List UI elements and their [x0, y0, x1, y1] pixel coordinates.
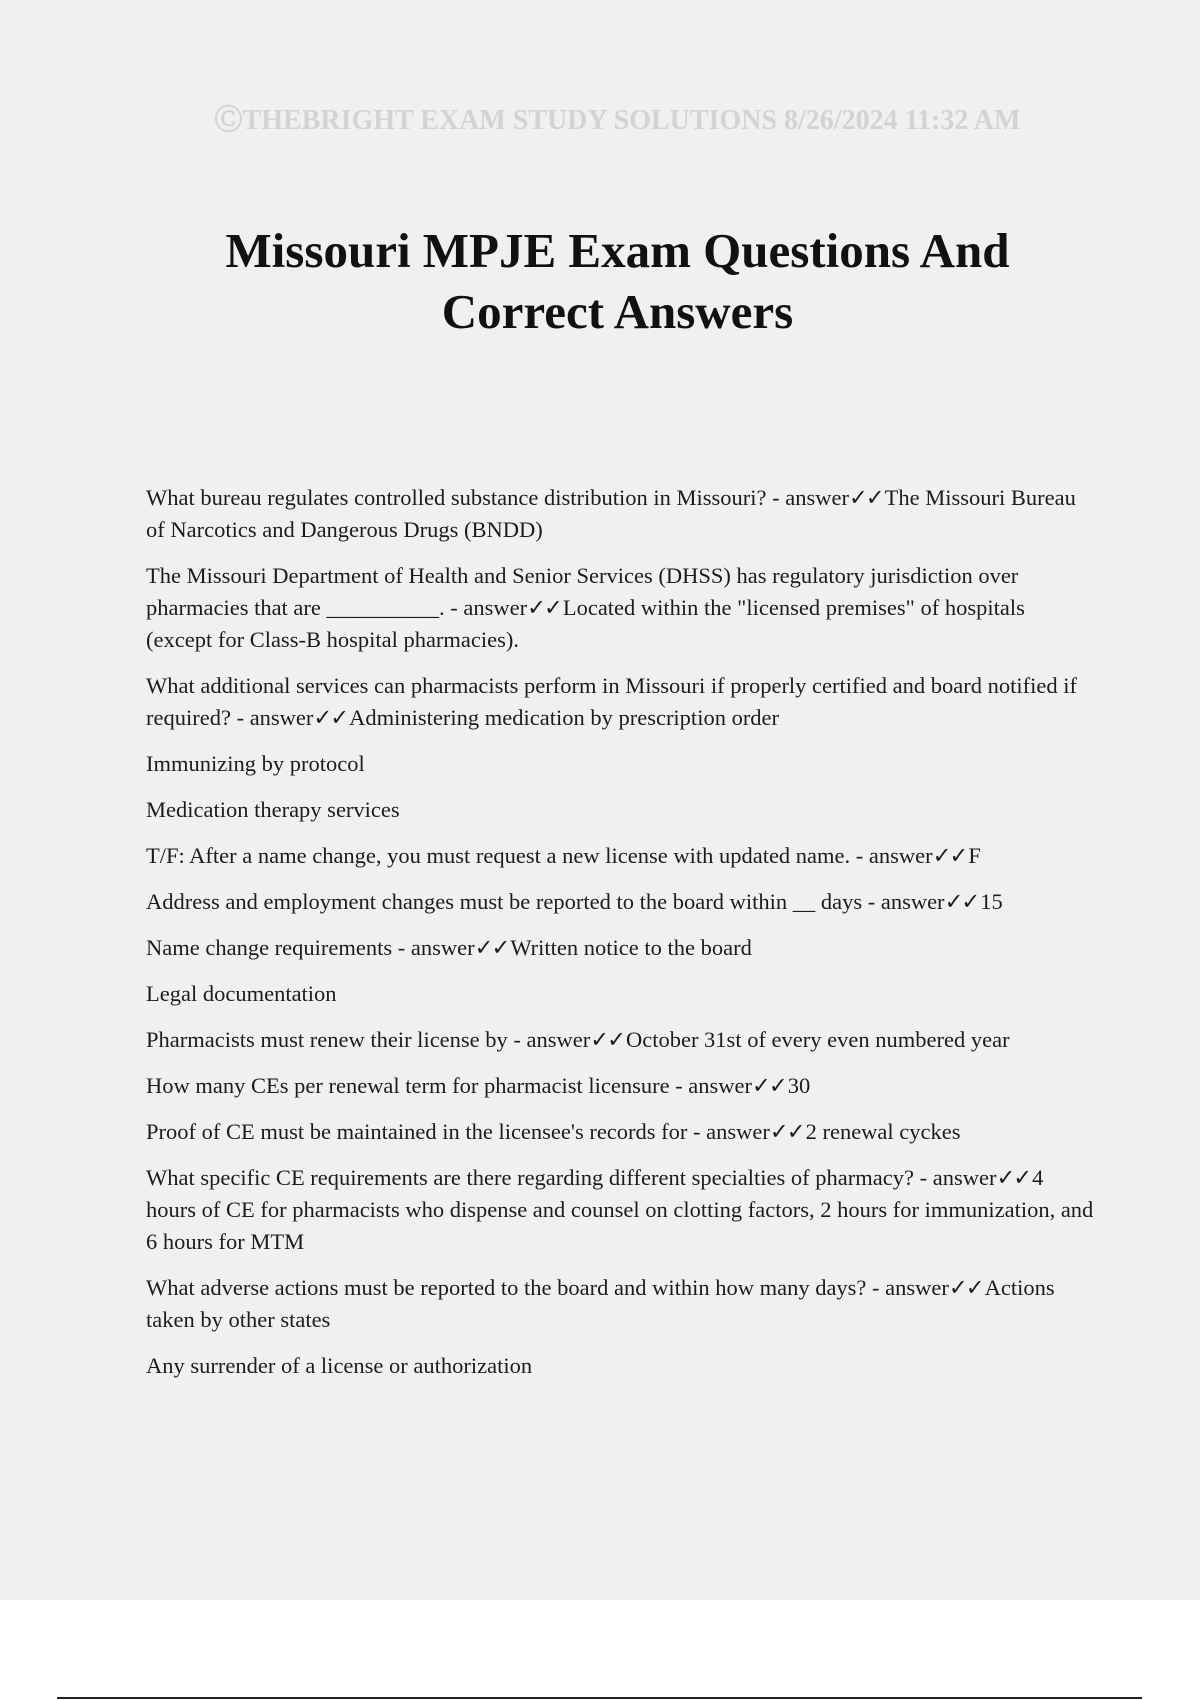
- question-text: What adverse actions must be reported to the board and within how many days? - answer: [146, 1275, 949, 1300]
- bottom-divider: [57, 1697, 1142, 1699]
- qa-item: [146, 794, 1096, 826]
- answer-text: Administering medication by prescription order: [349, 705, 780, 730]
- double-check-icon: ✓✓: [996, 1165, 1031, 1190]
- qa-item: [146, 1350, 1096, 1382]
- question-text: What specific CE requirements are there regarding different specialties of pharmacy? - answer: [146, 1165, 997, 1190]
- qa-item: [146, 1272, 1096, 1336]
- qa-item: [146, 1070, 1096, 1102]
- answer-text: Actions taken by other states: [146, 1275, 1055, 1332]
- question-text: T/F: After a name change, you must request a new license with updated name. - answer: [146, 843, 933, 868]
- answer-text: Medication therapy services: [146, 797, 400, 822]
- answer-text: 2 renewal cyckes: [805, 1119, 961, 1144]
- question-text: Name change requirements - answer: [146, 935, 475, 960]
- double-check-icon: ✓✓: [474, 935, 509, 960]
- answer-text: Legal documentation: [146, 981, 337, 1006]
- double-check-icon: ✓✓: [932, 843, 967, 868]
- answer-text: 30: [787, 1073, 811, 1098]
- answer-text: F: [968, 843, 981, 868]
- question-text: Pharmacists must renew their license by - answer: [146, 1027, 591, 1052]
- qa-item: [146, 840, 1096, 872]
- question-text: What bureau regulates controlled substance distribution in Missouri? - answer: [146, 485, 849, 510]
- qa-item: [146, 978, 1096, 1010]
- question-text: The Missouri Department of Health and Senior Services (DHSS) has regulatory jurisdiction over pharmacies that are __________. - answer: [146, 563, 1019, 620]
- watermark: ⒸTHEBRIGHT EXAM STUDY SOLUTIONS 8/26/2024 11:32 AM: [214, 105, 1021, 136]
- answer-text: Any surrender of a license or authorization: [146, 1353, 533, 1378]
- title-line-1: Missouri MPJE Exam Questions And: [225, 223, 1010, 278]
- double-check-icon: ✓✓: [944, 889, 979, 914]
- answer-text: 15: [980, 889, 1003, 914]
- double-check-icon: ✓✓: [590, 1027, 624, 1052]
- document-title: [0, 220, 1200, 342]
- qa-item: [146, 1024, 1096, 1056]
- double-check-icon: ✓✓: [769, 1119, 804, 1144]
- qa-item: [146, 748, 1096, 780]
- qa-item: [146, 932, 1096, 964]
- qa-item: [146, 560, 1096, 656]
- question-text: Address and employment changes must be reported to the board within __ days - answer: [146, 889, 945, 914]
- title-line-2: Correct Answers: [441, 284, 794, 339]
- double-check-icon: ✓✓: [752, 1073, 786, 1098]
- qa-item: [146, 670, 1096, 734]
- answer-text: 4 hours of CE for pharmacists who dispense and counsel on clotting factors, 2 hours for immunization, and 6 hours for MTM: [146, 1165, 1094, 1254]
- answer-text: Immunizing by protocol: [146, 751, 365, 776]
- answer-text: Written notice to the board: [510, 935, 752, 960]
- qa-item: [146, 482, 1096, 546]
- question-text: How many CEs per renewal term for pharmacist licensure - answer: [146, 1073, 753, 1098]
- double-check-icon: ✓✓: [848, 485, 883, 510]
- double-check-icon: ✓✓: [527, 595, 561, 620]
- double-check-icon: ✓✓: [313, 705, 348, 730]
- qa-item: [146, 886, 1096, 918]
- answer-text: The Missouri Bureau of Narcotics and Dangerous Drugs (BNDD): [146, 485, 1076, 542]
- qa-item: [146, 1162, 1096, 1258]
- answer-text: Located within the "licensed premises" of hospitals (except for Class-B hospital pharmacies).: [146, 595, 1025, 652]
- question-text: Proof of CE must be maintained in the licensee's records for - answer: [146, 1119, 770, 1144]
- answer-text: October 31st of every even numbered year: [625, 1027, 1010, 1052]
- double-check-icon: ✓✓: [948, 1275, 983, 1300]
- question-text: What additional services can pharmacists perform in Missouri if properly certified and board notified if required? - answer: [146, 673, 1077, 730]
- question-answer-list: [146, 482, 1096, 1396]
- qa-item: [146, 1116, 1096, 1148]
